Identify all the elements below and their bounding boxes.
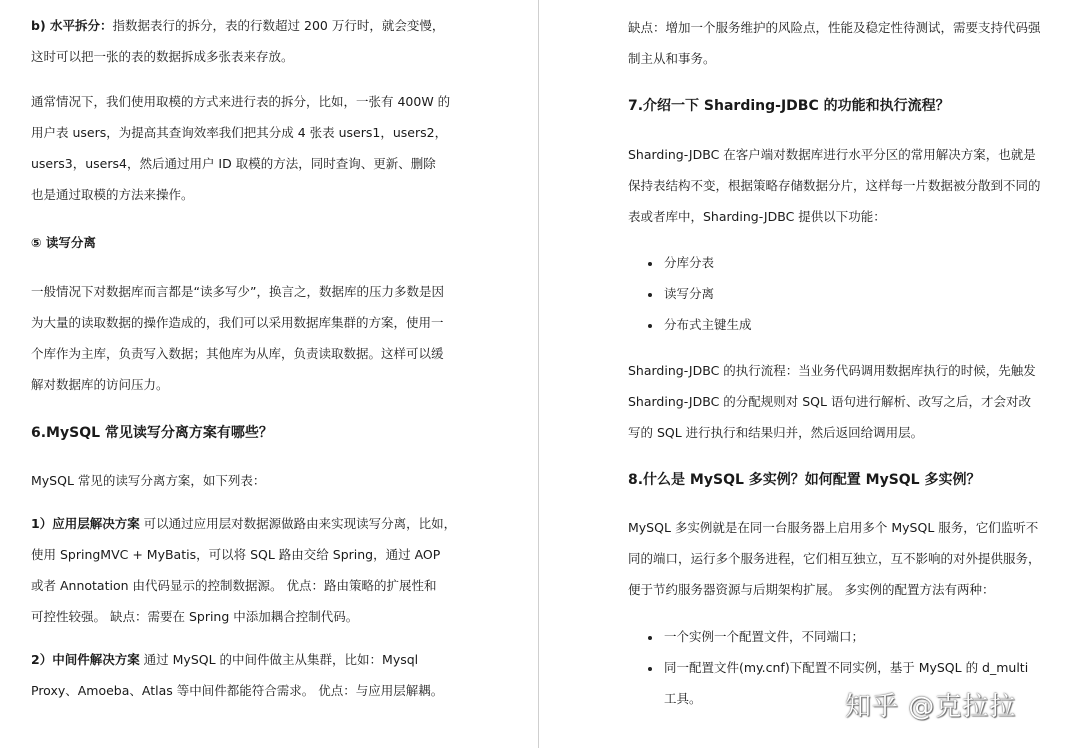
bullet-icon <box>648 324 652 328</box>
bullet-icon <box>648 636 652 640</box>
list-item: 分布式主键生成 <box>664 317 752 332</box>
paragraph-line <box>31 652 418 668</box>
paragraph-line: Sharding-JDBC 在客户端对数据库进行水平分区的常用解决方案，也就是 <box>628 147 1036 162</box>
paragraph-line: 通常情况下，我们使用取模的方式来进行表的拆分，比如，一张有 400W 的 <box>31 94 451 109</box>
paragraph-line <box>31 516 456 532</box>
paragraph-line: 表或者库中，Sharding-JDBC 提供以下功能： <box>628 209 886 224</box>
paragraph-line: 一般情况下对数据库而言都是“读多写少”，换言之，数据库的压力多数是因 <box>31 284 444 299</box>
paragraph-line <box>31 18 444 34</box>
paragraph-line: Sharding-JDBC 的分配规则对 SQL 语句进行解析、改写之后，才会对改 <box>628 394 1031 409</box>
bold-lead: b) 水平拆分： <box>31 18 113 33</box>
question-heading: 7.介绍一下 Sharding-JDBC 的功能和执行流程？ <box>628 98 950 114</box>
paragraph-line: Sharding-JDBC 的执行流程：当业务代码调用数据库执行的时候，先触发 <box>628 363 1036 378</box>
paragraph-line: 保持表结构不变，根据策略存储数据分片，这样每一片数据被分散到不同的 <box>628 178 1041 193</box>
paragraph-line: 或者 Annotation 由代码显示的控制数据源。 优点：路由策略的扩展性和 <box>31 578 437 593</box>
paragraph-line: MySQL 多实例就是在同一台服务器上启用多个 MySQL 服务，它们监听不 <box>628 520 1039 535</box>
watermark: 知乎 @克拉拉 <box>845 692 1017 722</box>
bold-lead: 1）应用层解决方案 <box>31 516 140 531</box>
text-run: 指数据表行的拆分，表的行数超过 200 万行时，就会变慢， <box>112 18 445 33</box>
right-page <box>540 0 1071 748</box>
bullet-icon <box>648 262 652 266</box>
paragraph-line: 写的 SQL 进行执行和结果归并，然后返回给调用层。 <box>628 425 924 440</box>
section-heading: ⑤ 读写分离 <box>31 235 96 250</box>
paragraph-line: Proxy、Amoeba、Atlas 等中间件都能符合需求。 优点：与应用层解耦。 <box>31 683 444 698</box>
page-divider <box>538 0 539 748</box>
bullet-icon <box>648 293 652 297</box>
paragraph-line: 制主从和事务。 <box>628 51 716 66</box>
paragraph-line: users3，users4，然后通过用户 ID 取模的方法，同时查询、更新、删除 <box>31 156 436 171</box>
question-heading: 6.MySQL 常见读写分离方案有哪些？ <box>31 425 273 441</box>
paragraph-line: 也是通过取模的方法来操作。 <box>31 187 194 202</box>
paragraph-line: 这时可以把一张的表的数据拆成多张表来存放。 <box>31 49 294 64</box>
paragraph-line: 解对数据库的访问压力。 <box>31 377 169 392</box>
text-run: 通过 MySQL 的中间件做主从集群，比如：Mysql <box>139 652 419 667</box>
paragraph-line: MySQL 常见的读写分离方案，如下列表： <box>31 473 266 488</box>
text-run: 可以通过应用层对数据源做路由来实现读写分离，比如， <box>139 516 457 531</box>
list-item-continuation: 工具。 <box>664 691 702 706</box>
paragraph-line: 同的端口，运行多个服务进程，它们相互独立，互不影响的对外提供服务， <box>628 551 1041 566</box>
paragraph-line: 便于节约服务器资源与后期架构扩展。 多实例的配置方法有两种： <box>628 582 995 597</box>
paragraph-line: 可控性较强。 缺点：需要在 Spring 中添加耦合控制代码。 <box>31 609 359 624</box>
bold-lead: 2）中间件解决方案 <box>31 652 140 667</box>
paragraph-line: 为大量的读取数据的操作造成的，我们可以采用数据库集群的方案，使用一 <box>31 315 444 330</box>
paragraph-line: 个库作为主库，负责写入数据；其他库为从库，负责读取数据。这样可以缓 <box>31 346 444 361</box>
paragraph-line: 用户表 users，为提高其查询效率我们把其分成 4 张表 users1，users2， <box>31 125 448 140</box>
list-item: 读写分离 <box>664 286 715 301</box>
list-item: 分库分表 <box>664 255 715 270</box>
list-item: 同一配置文件(my.cnf)下配置不同实例，基于 MySQL 的 d_multi <box>664 660 1029 675</box>
paragraph-line: 使用 SpringMVC + MyBatis，可以将 SQL 路由交给 Spring，通过 AOP <box>31 547 441 562</box>
question-heading: 8.什么是 MySQL 多实例？如何配置 MySQL 多实例？ <box>628 472 981 488</box>
paragraph-line: 缺点：增加一个服务维护的风险点，性能及稳定性待测试，需要支持代码强 <box>628 20 1041 35</box>
bullet-icon <box>648 667 652 671</box>
list-item: 一个实例一个配置文件，不同端口； <box>664 629 865 644</box>
